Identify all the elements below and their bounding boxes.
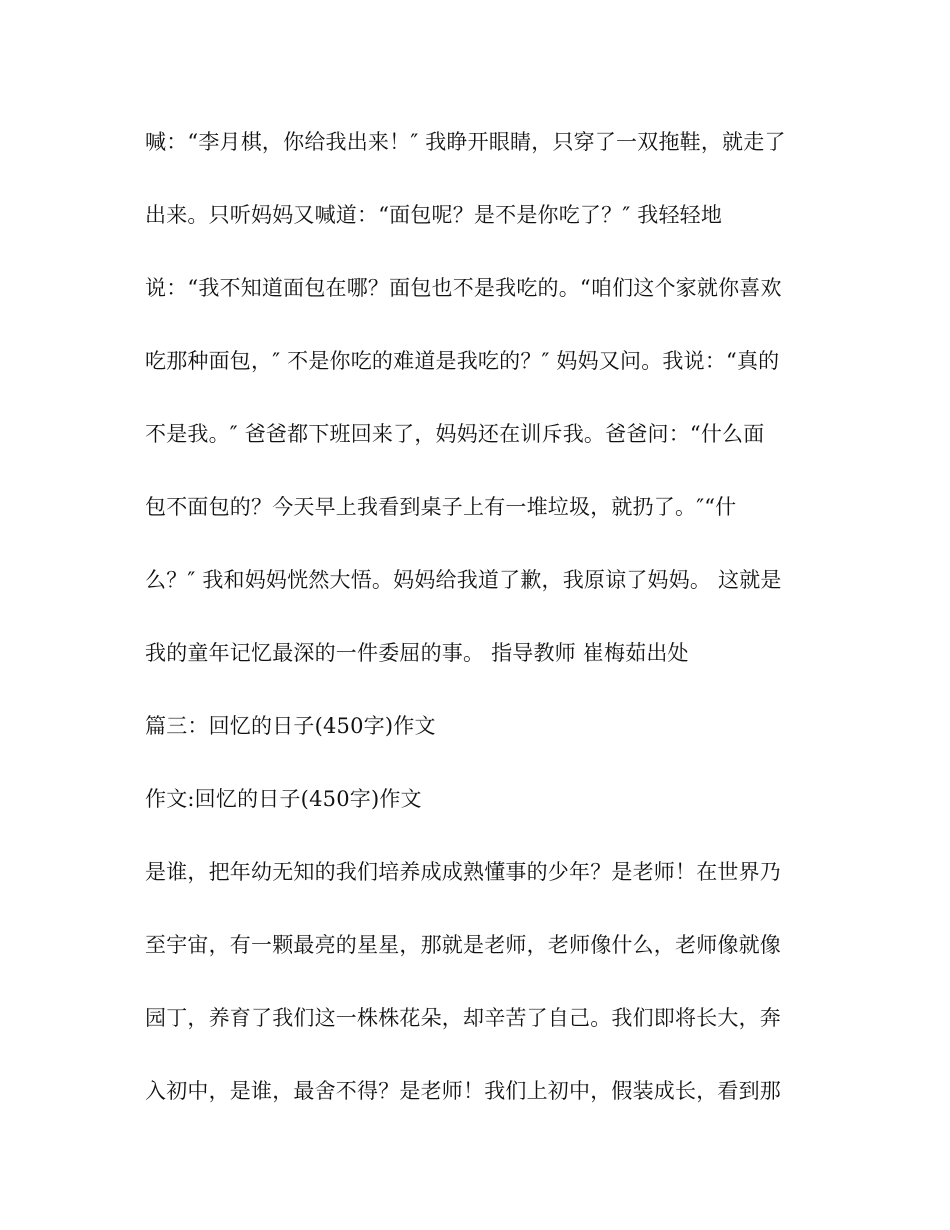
text-line: 园丁，养育了我们这一株株花朵，却辛苦了自己。我们即将长大，奔 xyxy=(145,1006,781,1030)
text-line: 是谁，把年幼无知的我们培养成成熟懂事的少年？是老师！在世界乃 xyxy=(145,860,781,884)
text-line: 我的童年记忆最深的一件委屈的事。 指导教师 崔梅茹出处 xyxy=(145,641,689,665)
text-line: 包不面包的？今天早上我看到桌子上有一堆垃圾，就扔了。″“什 xyxy=(145,495,737,519)
text-line: 出来。只听妈妈又喊道：“面包呢？是不是你吃了？″ 我轻轻地 xyxy=(145,203,723,227)
section-heading: 篇三：回忆的日子(450字)作文 xyxy=(145,714,436,738)
text-line: 说：“我不知道面包在哪？面包也不是我吃的。“咱们这个家就你喜欢 xyxy=(145,276,782,300)
text-line: 喊：“李月棋，你给我出来！″ 我睁开眼睛，只穿了一双拖鞋，就走了 xyxy=(145,130,786,154)
text-line: 至宇宙，有一颗最亮的星星，那就是老师，老师像什么，老师像就像 xyxy=(145,933,781,957)
essay-title: 作文:回忆的日子(450字)作文 xyxy=(145,787,422,811)
text-line: 么？″ 我和妈妈恍然大悟。妈妈给我道了歉，我原谅了妈妈。 这就是 xyxy=(145,568,782,592)
text-line: 吃那种面包，″ 不是你吃的难道是我吃的？″ 妈妈又问。我说：“真的 xyxy=(145,349,780,373)
text-line: 入初中，是谁，最舍不得？是老师！我们上初中，假装成长，看到那 xyxy=(145,1079,781,1103)
text-line: 不是我。″ 爸爸都下班回来了，妈妈还在训斥我。爸爸问：“什么面 xyxy=(145,422,765,446)
